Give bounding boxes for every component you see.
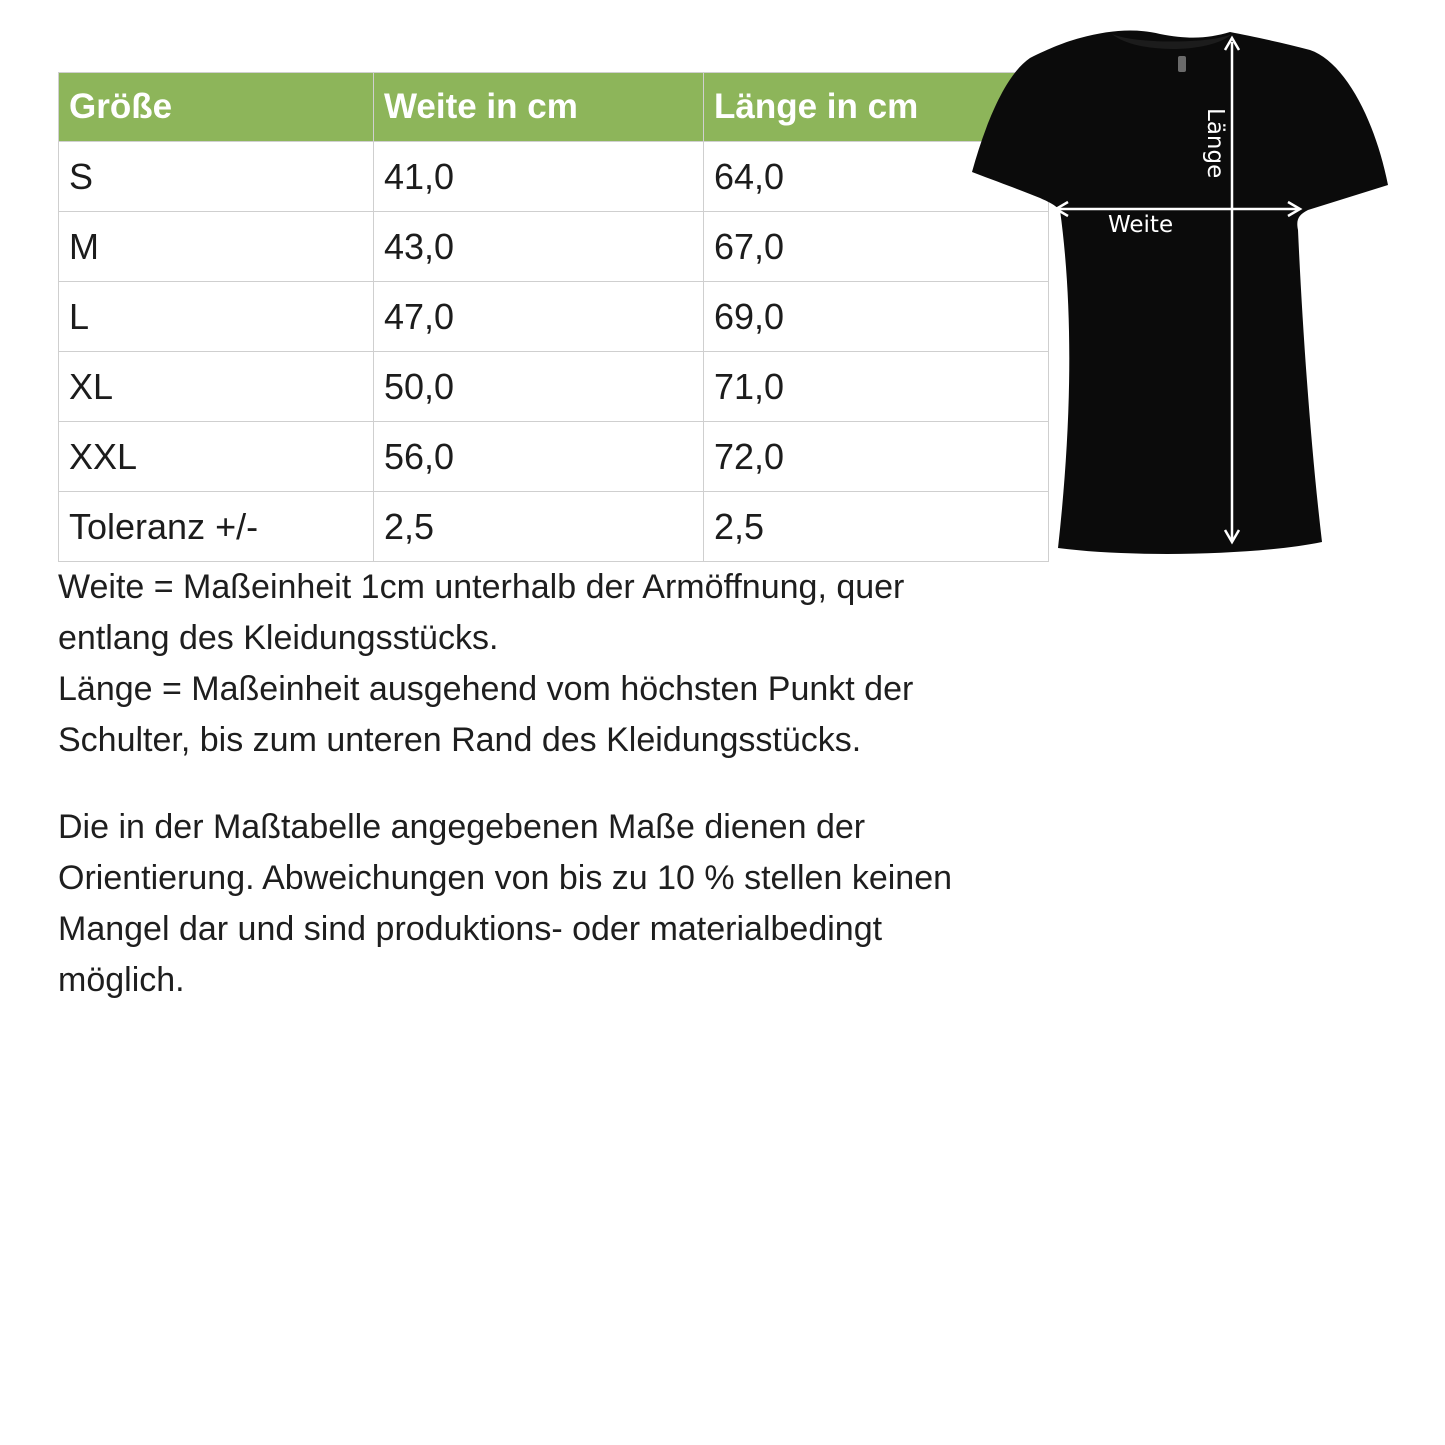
laenge-cell: 2,5 bbox=[704, 492, 1049, 562]
disclaimer-line: Mangel dar und sind produktions- oder materialbedingt bbox=[58, 910, 883, 948]
table-row-tolerance bbox=[59, 492, 1049, 562]
table-row bbox=[59, 282, 1049, 352]
laenge-cell: 71,0 bbox=[704, 352, 1049, 422]
size-cell: XL bbox=[59, 352, 374, 422]
disclaimer-line: möglich. bbox=[58, 961, 185, 999]
laenge-cell: 69,0 bbox=[704, 282, 1049, 352]
disclaimer-line: Die in der Maßtabelle angegebenen Maße dienen der bbox=[58, 808, 866, 846]
table-row bbox=[59, 352, 1049, 422]
paragraph-spacer bbox=[58, 766, 1038, 802]
header-weite: Weite in cm bbox=[374, 73, 704, 142]
tshirt-shape bbox=[972, 31, 1388, 554]
table-row bbox=[59, 212, 1049, 282]
length-label: Länge bbox=[1202, 108, 1228, 179]
header-row bbox=[59, 73, 1049, 142]
header-groesse: Größe bbox=[59, 73, 374, 142]
weite-note-line: entlang des Kleidungsstücks. bbox=[58, 619, 499, 657]
notes bbox=[58, 562, 1038, 1006]
weite-cell: 2,5 bbox=[374, 492, 704, 562]
header-laenge: Länge in cm bbox=[704, 73, 1049, 142]
width-label: Weite bbox=[1108, 212, 1174, 238]
weite-cell: 50,0 bbox=[374, 352, 704, 422]
size-table-body bbox=[59, 142, 1049, 562]
weite-note-line: Weite = Maßeinheit 1cm unterhalb der Armöffnung, quer bbox=[58, 568, 905, 606]
weite-cell: 56,0 bbox=[374, 422, 704, 492]
weite-cell: 43,0 bbox=[374, 212, 704, 282]
size-cell: S bbox=[59, 142, 374, 212]
weite-cell: 47,0 bbox=[374, 282, 704, 352]
weite-cell: 41,0 bbox=[374, 142, 704, 212]
tshirt-diagram bbox=[960, 20, 1400, 560]
table-row bbox=[59, 142, 1049, 212]
laenge-cell: 64,0 bbox=[704, 142, 1049, 212]
laenge-note-line: Länge = Maßeinheit ausgehend vom höchsten Punkt der bbox=[58, 670, 914, 708]
laenge-note-line: Schulter, bis zum unteren Rand des Kleidungsstücks. bbox=[58, 721, 862, 759]
table-row bbox=[59, 422, 1049, 492]
laenge-cell: 72,0 bbox=[704, 422, 1049, 492]
size-table-header bbox=[59, 73, 1049, 142]
size-cell: L bbox=[59, 282, 374, 352]
size-table bbox=[58, 72, 1049, 562]
size-cell: M bbox=[59, 212, 374, 282]
disclaimer-line: Orientierung. Abweichungen von bis zu 10 % stellen keinen bbox=[58, 859, 953, 897]
laenge-cell: 67,0 bbox=[704, 212, 1049, 282]
shirt-label-icon bbox=[1178, 56, 1186, 72]
size-cell: XXL bbox=[59, 422, 374, 492]
size-cell: Toleranz +/- bbox=[59, 492, 374, 562]
